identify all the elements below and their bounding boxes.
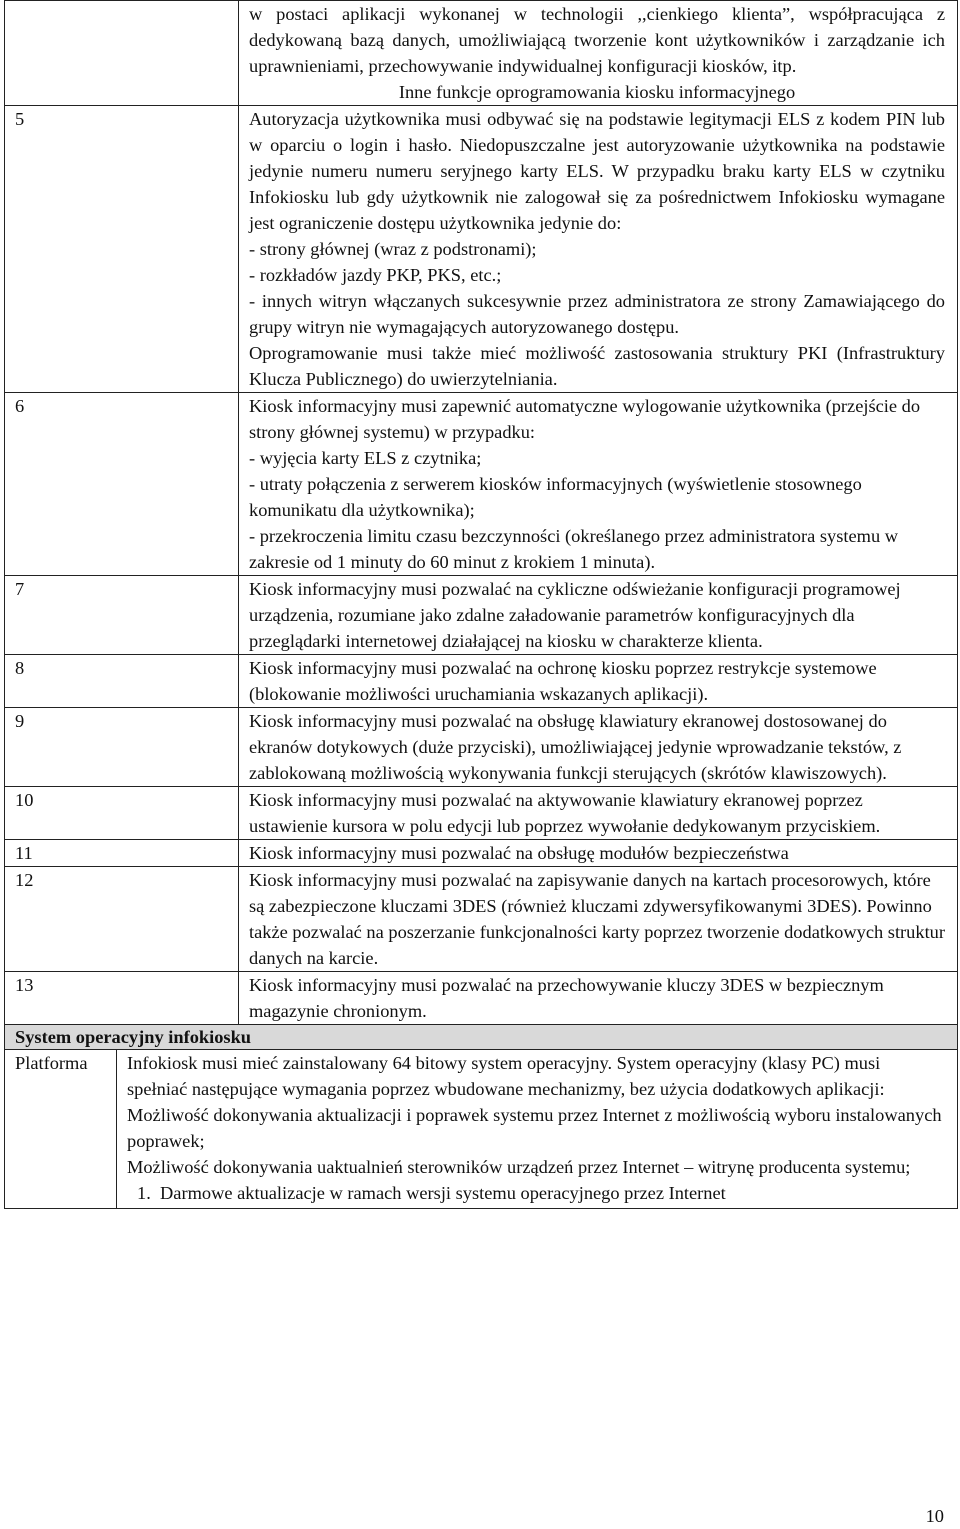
table-row: [5, 708, 958, 787]
row-content: [239, 1, 958, 106]
paragraph: Kiosk informacyjny musi pozwalać na obsługę modułów bezpieczeństwa: [249, 843, 789, 863]
paragraph: Autoryzacja użytkownika musi odbywać się na podstawie legitymacji ELS z kodem PIN lub w oparciu o login i hasło. Niedopuszczalne jest autoryzowanie użytkownika na podstawie jedynie numeru numeru seryjnego karty ELS. W przypadku braku karty ELS w czytniku Infokiosku lub gdy użytkownik nie zalogował się za pośrednictwem Infokiosku wymagane jest ograniczenie dostępu użytkownika jedynie do:: [249, 109, 945, 233]
row-number: 12: [5, 867, 239, 972]
row-content: [239, 708, 958, 787]
paragraph: Kiosk informacyjny musi pozwalać na ochronę kiosku poprzez restrykcje systemowe (blokowanie możliwości uruchamiania wskazanych aplikacji).: [249, 658, 877, 704]
table-row: [5, 106, 958, 393]
section-heading: System operacyjny infokiosku: [5, 1025, 958, 1050]
paragraph: Infokiosk musi mieć zainstalowany 64 bitowy system operacyjny. System operacyjny (klasy PC) musi spełniać następujące wymagania poprzez wbudowane mechanizmy, bez użycia dodatkowych aplikacji:: [127, 1053, 885, 1099]
row-content: [239, 867, 958, 972]
row-number: 9: [5, 708, 239, 787]
table-row: [5, 787, 958, 840]
paragraph: Kiosk informacyjny musi pozwalać na przechowywanie kluczy 3DES w bezpiecznym magazynie chronionym.: [249, 975, 884, 1021]
table-row: [5, 655, 958, 708]
list-item: - utraty połączenia z serwerem kiosków informacyjnych (wyświetlenie stosownego komunikatu dla użytkownika);: [249, 474, 862, 520]
paragraph: Kiosk informacyjny musi pozwalać na zapisywanie danych na kartach procesorowych, które są zabezpieczone kluczami 3DES (również kluczami zdywersyfikowanymi 3DES). Powinno także pozwalać na poszerzanie funkcjonalności karty poprzez tworzenie dodatkowych struktur danych na karcie.: [249, 870, 945, 968]
row-number: 5: [5, 106, 239, 393]
requirements-table: [4, 0, 958, 1025]
row-number: 7: [5, 576, 239, 655]
row-content: [239, 655, 958, 708]
row-content: [239, 972, 958, 1025]
row-number: [5, 1, 239, 106]
list-item: - rozkładów jazdy PKP, PKS, etc.;: [249, 265, 502, 285]
table-row: [5, 576, 958, 655]
paragraph: Możliwość dokonywania uaktualnień sterowników urządzeń przez Internet – witrynę producenta systemu;: [127, 1157, 911, 1177]
table-row: [5, 972, 958, 1025]
paragraph: w postaci aplikacji wykonanej w technologii ,,cienkiego klienta”, współpracująca z dedykowaną bazą danych, umożliwiającą tworzenie kont użytkowników i zarządzanie ich uprawnieniami, przechowywanie indywidualnej konfiguracji kiosków, itp.: [249, 4, 945, 76]
list-item: - przekroczenia limitu czasu bezczynności (określanego przez administratora systemu w zakresie od 1 minuty do 60 minut z krokiem 1 minuta).: [249, 526, 899, 572]
row-content: [239, 106, 958, 393]
row-number: 10: [5, 787, 239, 840]
row-content: [239, 787, 958, 840]
subsection-heading: Inne funkcje oprogramowania kiosku informacyjnego: [398, 82, 796, 102]
table-row: [5, 867, 958, 972]
document-page: [4, 0, 957, 1209]
table-row: [5, 1, 958, 106]
paragraph: Kiosk informacyjny musi pozwalać na aktywowanie klawiatury ekranowej poprzez ustawienie kursora w polu edycji lub poprzez wywołanie dedykowanym przyciskiem.: [249, 790, 881, 836]
paragraph: Kiosk informacyjny musi pozwalać na cykliczne odświeżanie konfiguracji programowej urządzenia, rozumiane jako zdalne załadowanie parametrów konfiguracyjnych dla przeglądarki internetowej działającej na kiosku w charakterze klienta.: [249, 579, 901, 651]
table-row: [5, 393, 958, 576]
list-item: - wyjęcia karty ELS z czytnika;: [249, 448, 482, 468]
row-number: 13: [5, 972, 239, 1025]
list-item: - strony głównej (wraz z podstronami);: [249, 239, 537, 259]
paragraph: Kiosk informacyjny musi pozwalać na obsługę klawiatury ekranowej dostosowanej do ekranów dotykowych (duże przyciski), umożliwiającej jedynie wprowadzanie tekstów, z zablokowaną możliwością wykonywania funkcji sterujących (skrótów klawiszowych).: [249, 711, 902, 783]
row-content: [239, 840, 958, 867]
row-content: [117, 1050, 958, 1209]
table-row: [5, 840, 958, 867]
list-item: - innych witryn włączanych sukcesywnie przez administratora ze strony Zamawiającego do grupy witryn nie wymagających autoryzowanego dostępu.: [249, 291, 945, 337]
paragraph: Oprogramowanie musi także mieć możliwość zastosowania struktury PKI (Infrastruktury Klucza Publicznego) do uwierzytelniania.: [249, 343, 945, 389]
row-number: 6: [5, 393, 239, 576]
paragraph: Możliwość dokonywania aktualizacji i poprawek systemu przez Internet z możliwością wyboru instalowanych poprawek;: [127, 1105, 942, 1151]
paragraph: Kiosk informacyjny musi zapewnić automatyczne wylogowanie użytkownika (przejście do strony głównej systemu) w przypadku:: [249, 396, 921, 442]
row-number: 8: [5, 655, 239, 708]
os-section-table: [4, 1025, 958, 1209]
numbered-list-item: [127, 1180, 945, 1208]
page-number: 10: [925, 1506, 944, 1526]
list-item-text: Darmowe aktualizacje w ramach wersji systemu operacyjnego przez Internet: [160, 1183, 726, 1203]
row-content: [239, 393, 958, 576]
row-number: 11: [5, 840, 239, 867]
section-heading-row: [5, 1025, 958, 1050]
row-label: Platforma: [5, 1050, 117, 1209]
table-row: [5, 1050, 958, 1209]
row-content: [239, 576, 958, 655]
list-marker: 1.: [137, 1183, 151, 1203]
